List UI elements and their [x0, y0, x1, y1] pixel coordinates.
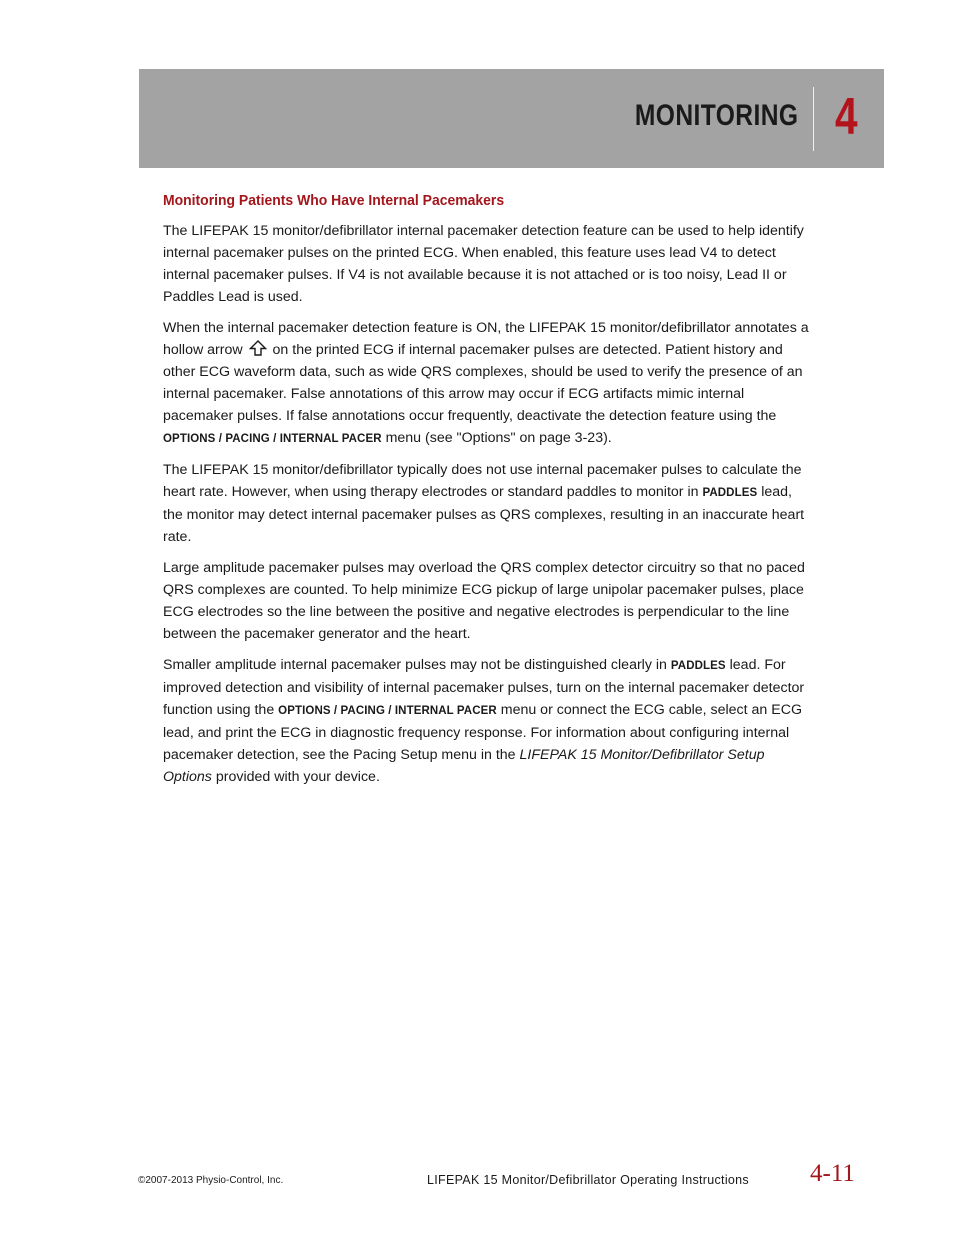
- paragraph-detection-feature: [163, 220, 813, 308]
- paragraph-text: When the internal pacemaker detection feature is ON, the LIFEPAK 15 monitor/defibrillator annotates a hollow arrow: [163, 320, 809, 358]
- chapter-title: MONITORING: [634, 99, 798, 132]
- chapter-header-band: [139, 69, 884, 168]
- section-heading: Monitoring Patients Who Have Internal Pacemakers: [163, 192, 505, 209]
- paragraph-text: on the printed ECG if internal pacemaker pulses are detected. Patient history and other ECG waveform data, such as wide QRS complexes, should be used to verify the presence of an internal pacemaker. False annotations of this arrow may occur if ECG artifacts mimic internal pacemaker pulses. If false annotations occur frequently, deactivate the detection feature using the: [163, 342, 803, 424]
- setup-options-title: LIFEPAK 15 Monitor/Defibrillator Setup Options: [163, 747, 765, 785]
- footer-manual-title: LIFEPAK 15 Monitor/Defibrillator Operating Instructions: [427, 1173, 749, 1187]
- chapter-divider: [813, 87, 814, 151]
- paragraph-text: menu or connect the ECG cable, select an ECG lead, and print the ECG in diagnostic frequency response. For information about configuring internal pacemaker detection, see the Pacing Setup menu in the: [163, 702, 802, 763]
- paragraph-smaller-amplitude: [163, 654, 813, 788]
- hollow-up-arrow-icon: [249, 340, 267, 356]
- paragraph-text: provided with your device.: [215, 769, 380, 785]
- paragraph-text: menu (see "Options" on page 3-23).: [385, 430, 612, 446]
- chapter-number: 4: [835, 88, 858, 146]
- paragraph-text: The LIFEPAK 15 monitor/defibrillator internal pacemaker detection feature can be used to help identify internal pacemaker pulses on the printed ECG. When enabled, this feature uses lead V4 to detect internal pacemaker pulses. If V4 is not available because it is not attached or is too noisy, Lead II or Paddles Lead is used.: [163, 223, 804, 305]
- paragraph-text: lead, the monitor may detect internal pacemaker pulses as QRS complexes, resulting in an inaccurate heart rate.: [163, 484, 805, 545]
- footer-page-number: 4-11: [810, 1160, 855, 1187]
- paragraph-text: The LIFEPAK 15 monitor/defibrillator typically does not use internal pacemaker pulses to calculate the heart rate. However, when using therapy electrodes or standard paddles to monitor in: [163, 462, 802, 500]
- paragraph-text: Large amplitude pacemaker pulses may overload the QRS complex detector circuitry so that no paced QRS complexes are counted. To help minimize ECG pickup of large unipolar pacemaker pulses, place ECG electrodes so the line between the positive and negative electrodes is perpendicular to the line between the pacemaker generator and the heart.: [163, 560, 805, 642]
- paddles-lead-term: PADDLES: [702, 487, 758, 499]
- footer-copyright: ©2007-2013 Physio-Control, Inc.: [138, 1175, 284, 1186]
- menu-path-internal-pacer: OPTIONS / PACING / INTERNAL PACER: [278, 705, 497, 717]
- paragraph-large-amplitude: [163, 557, 813, 645]
- paragraph-heart-rate: [163, 459, 813, 548]
- paragraph-text: Smaller amplitude internal pacemaker pulses may not be distinguished clearly in: [163, 657, 667, 673]
- menu-path-internal-pacer: OPTIONS / PACING / INTERNAL PACER: [163, 433, 382, 445]
- paddles-lead-term: PADDLES: [670, 660, 726, 672]
- paragraph-hollow-arrow: [163, 317, 813, 450]
- paragraph-text: lead. For improved detection and visibility of internal pacemaker pulses, turn on the internal pacemaker detector function using the: [163, 657, 805, 718]
- page-content: [163, 190, 813, 797]
